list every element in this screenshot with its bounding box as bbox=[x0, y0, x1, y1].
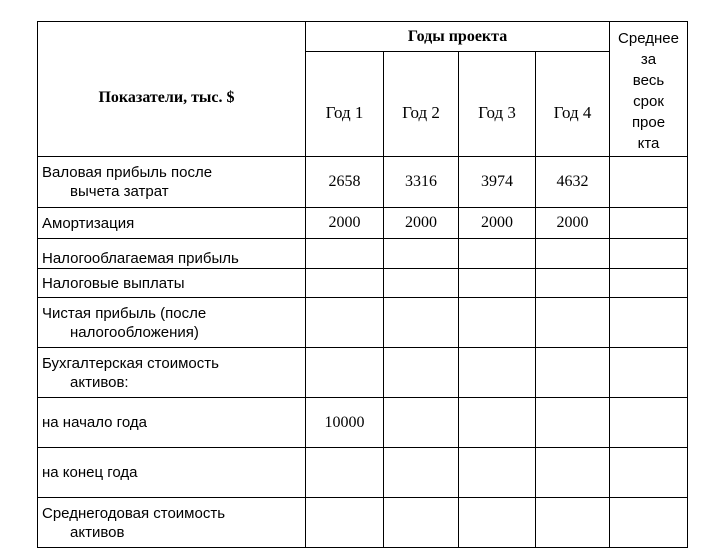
value-cell bbox=[610, 269, 688, 298]
row-label-line: Налоговые выплаты bbox=[42, 274, 185, 292]
value-cell bbox=[536, 448, 610, 498]
value-cell bbox=[459, 239, 536, 269]
project-indicators-table bbox=[37, 21, 688, 548]
row-label-line: Чистая прибыль (после bbox=[42, 304, 207, 322]
indicators-header-cell bbox=[38, 22, 306, 157]
value-cell bbox=[610, 239, 688, 269]
row-label-cell bbox=[38, 398, 306, 448]
project-years-header-label: Годы проекта bbox=[407, 27, 508, 45]
average-header-line: весь bbox=[632, 72, 665, 89]
average-header-line: за bbox=[640, 51, 657, 68]
value-cell bbox=[536, 298, 610, 348]
row-label-line: Амортизация bbox=[42, 214, 135, 232]
value-cell bbox=[459, 498, 536, 548]
value-cell: 2000 bbox=[536, 208, 610, 239]
row-label-cell bbox=[38, 269, 306, 298]
table-row bbox=[38, 448, 688, 498]
row-label-line: налогообложения) bbox=[70, 323, 199, 341]
value-cell: 2000 bbox=[384, 208, 459, 239]
value-cell bbox=[459, 448, 536, 498]
value-cell bbox=[536, 398, 610, 448]
average-header-cell bbox=[610, 22, 688, 157]
table-row bbox=[38, 348, 688, 398]
value-cell: 4632 bbox=[536, 157, 610, 208]
table-row bbox=[38, 208, 688, 239]
row-label-line: Налогооблагаемая прибыль bbox=[42, 250, 239, 267]
year-header-cell bbox=[384, 52, 459, 157]
table-row bbox=[38, 298, 688, 348]
value-cell: 3974 bbox=[459, 157, 536, 208]
value-cell bbox=[610, 448, 688, 498]
average-header-line: прое bbox=[631, 114, 666, 131]
row-label-line: Бухгалтерская стоимость bbox=[42, 354, 219, 372]
table-row bbox=[38, 239, 688, 269]
value-cell bbox=[536, 498, 610, 548]
project-years-header-cell bbox=[306, 22, 610, 52]
value-cell bbox=[384, 398, 459, 448]
year-header-label: Год 2 bbox=[402, 103, 440, 122]
table-row bbox=[38, 269, 688, 298]
average-header-line: кта bbox=[637, 135, 660, 152]
row-label-cell bbox=[38, 298, 306, 348]
header-row-top bbox=[38, 22, 688, 52]
value-cell bbox=[306, 498, 384, 548]
year-header-cell bbox=[306, 52, 384, 157]
row-label-cell bbox=[38, 208, 306, 239]
value-cell bbox=[384, 348, 459, 398]
value-cell bbox=[459, 269, 536, 298]
row-label-cell bbox=[38, 239, 306, 269]
value-cell bbox=[384, 298, 459, 348]
value-cell bbox=[610, 157, 688, 208]
row-label-line: на начало года bbox=[42, 414, 147, 431]
value-cell bbox=[384, 239, 459, 269]
value-cell bbox=[610, 348, 688, 398]
value-cell: 10000 bbox=[306, 398, 384, 448]
average-header-line: Среднее bbox=[618, 30, 679, 47]
value-cell bbox=[536, 348, 610, 398]
value-cell bbox=[306, 448, 384, 498]
financial-table-container bbox=[37, 21, 688, 548]
value-cell bbox=[610, 398, 688, 448]
value-cell bbox=[610, 498, 688, 548]
value-cell: 2658 bbox=[306, 157, 384, 208]
value-cell bbox=[306, 269, 384, 298]
value-cell bbox=[459, 348, 536, 398]
value-cell bbox=[610, 208, 688, 239]
year-header-label: Год 3 bbox=[478, 103, 516, 122]
year-header-cell bbox=[459, 52, 536, 157]
value-cell: 3316 bbox=[384, 157, 459, 208]
value-cell bbox=[610, 298, 688, 348]
value-cell: 2000 bbox=[459, 208, 536, 239]
value-cell bbox=[306, 348, 384, 398]
year-header-label: Год 4 bbox=[553, 103, 592, 122]
value-cell bbox=[536, 239, 610, 269]
value-cell bbox=[306, 298, 384, 348]
year-header-cell bbox=[536, 52, 610, 157]
row-label-line: вычета затрат bbox=[70, 183, 169, 200]
value-cell bbox=[536, 269, 610, 298]
row-label-cell bbox=[38, 498, 306, 548]
value-cell bbox=[459, 298, 536, 348]
indicators-header-label: Показатели, тыс. $ bbox=[98, 89, 235, 106]
row-label-line: Среднегодовая стоимость bbox=[42, 504, 226, 522]
year-header-label: Год 1 bbox=[325, 103, 364, 122]
row-label-cell bbox=[38, 157, 306, 208]
row-label-cell bbox=[38, 448, 306, 498]
table-row bbox=[38, 157, 688, 208]
table-row bbox=[38, 498, 688, 548]
average-header-line: срок bbox=[633, 93, 664, 110]
value-cell bbox=[384, 498, 459, 548]
row-label-cell bbox=[38, 348, 306, 398]
row-label-line: активов: bbox=[70, 373, 129, 391]
row-label-line: Валовая прибыль после bbox=[42, 164, 213, 181]
value-cell: 2000 bbox=[306, 208, 384, 239]
row-label-line: на конец года bbox=[42, 464, 138, 481]
value-cell bbox=[384, 448, 459, 498]
table-row bbox=[38, 398, 688, 448]
value-cell bbox=[306, 239, 384, 269]
value-cell bbox=[459, 398, 536, 448]
value-cell bbox=[384, 269, 459, 298]
row-label-line: активов bbox=[70, 523, 125, 541]
